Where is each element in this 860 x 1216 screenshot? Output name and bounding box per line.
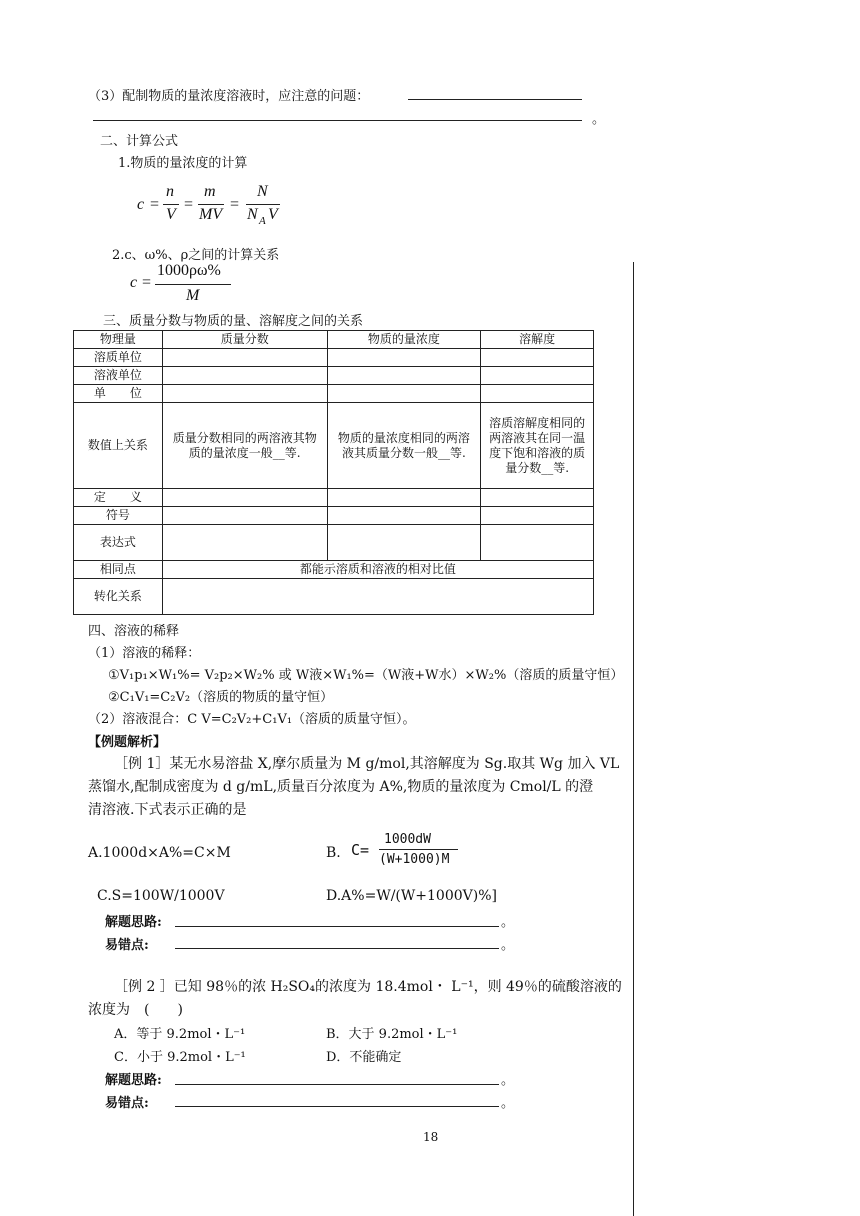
example-text: 蒸馏水,配制成密度为 d g/mL,质量百分浓度为 A%,物质的量浓度为 Cmol/L 的澄	[88, 779, 594, 795]
answer-blank	[175, 1106, 499, 1107]
subsection-title: （1）溶液的稀释：	[88, 646, 201, 661]
formula-label: 1.物质的量浓度的计算	[118, 156, 248, 171]
table-row	[74, 403, 594, 489]
example-text: ［例 2 ］已知 98％的浓 H₂SO₄的浓度为 18.4mol・ L⁻¹，则 49％的硫酸溶液的	[114, 979, 622, 995]
example-text: 清溶液.下式表示正确的是	[88, 802, 247, 818]
option-c: C.S=100W/1000V	[97, 888, 225, 904]
table-row	[74, 349, 594, 367]
section-title: 三、质量分数与物质的量、溶解度之间的关系	[103, 314, 364, 329]
table-row	[74, 561, 594, 579]
table-cell: 都能示溶质和溶液的相对比值	[162, 561, 593, 579]
table-cell: 质量分数相同的两溶液其物质的量浓度一般__等.	[162, 403, 327, 489]
question-3: （3）配制物质的量浓度溶液时，应注意的问题：	[88, 89, 370, 104]
table-row	[74, 331, 594, 349]
margin-line	[633, 262, 634, 1216]
option-d: D.A%=W/(W+1000V)%]	[326, 888, 497, 904]
equation-line: ②C₁V₁=C₂V₂（溶质的物质的量守恒）	[108, 690, 334, 705]
row-label: 表达式	[74, 525, 163, 561]
option-a: A．等于 9.2mol・L⁻¹	[114, 1027, 246, 1042]
row-label: 溶质单位	[74, 349, 163, 367]
answer-blank	[175, 926, 499, 927]
header-cell: 溶解度	[481, 331, 594, 349]
error-prone-label: 易错点:	[105, 938, 149, 953]
example-text: 浓度为 ( )	[88, 1002, 183, 1018]
header-cell: 物质的量浓度	[327, 331, 481, 349]
row-label: 定 义	[74, 489, 163, 507]
option-b: B．大于 9.2mol・L⁻¹	[326, 1027, 458, 1042]
row-label: 溶液单位	[74, 367, 163, 385]
table-row	[74, 385, 594, 403]
section-title: 二、计算公式	[100, 134, 179, 149]
equation-line: ①V₁p₁×W₁%= V₂p₂×W₂% 或 W液×W₁%=（W液+W水）×W₂%（溶质的质量守恒）	[108, 668, 624, 683]
page-number: 18	[423, 1130, 439, 1144]
answer-blank	[93, 120, 582, 121]
period: 。	[501, 915, 515, 930]
period: 。	[501, 938, 515, 953]
answer-blank	[175, 948, 499, 949]
solution-idea-label: 解题思路:	[105, 1073, 162, 1088]
period: 。	[592, 112, 606, 127]
option-d: D．不能确定	[326, 1050, 402, 1065]
table-row	[74, 525, 594, 561]
examples-title: 【例题解析】	[88, 735, 167, 750]
comparison-table	[73, 330, 594, 615]
example-text: ［例 1］某无水易溶盐 X,摩尔质量为 M g/mol,其溶解度为 Sg.取其 Wg 加入 VL	[114, 756, 620, 772]
solution-idea-label: 解题思路:	[105, 915, 162, 930]
table-row	[74, 579, 594, 615]
option-c: C．小于 9.2mol・L⁻¹	[114, 1050, 246, 1065]
row-label: 单 位	[74, 385, 163, 403]
option-a: A.1000d×A%=C×M	[88, 845, 231, 861]
table-row	[74, 489, 594, 507]
header-cell: 质量分数	[162, 331, 327, 349]
table-cell: 物质的量浓度相同的两溶液其质量分数一般__等.	[327, 403, 481, 489]
error-prone-label: 易错点:	[105, 1096, 149, 1111]
row-label: 相同点	[74, 561, 163, 579]
answer-blank	[408, 99, 582, 100]
table-cell: 溶质溶解度相同的两溶液其在同一温度下饱和溶液的质量分数__等.	[481, 403, 594, 489]
formula-label: 2.c、ω%、ρ之间的计算关系	[112, 248, 280, 263]
period: 。	[501, 1073, 515, 1088]
answer-blank	[175, 1084, 499, 1085]
row-label: 转化关系	[74, 579, 163, 615]
subsection-title: （2）溶液混合：C V=C₂V₂+C₁V₁（溶质的质量守恒）。	[88, 712, 416, 727]
period: 。	[501, 1096, 515, 1111]
row-label: 符号	[74, 507, 163, 525]
table-row	[74, 507, 594, 525]
header-cell: 物理量	[74, 331, 163, 349]
section-title: 四、溶液的稀释	[88, 624, 180, 639]
table-row	[74, 367, 594, 385]
row-label: 数值上关系	[74, 403, 163, 489]
